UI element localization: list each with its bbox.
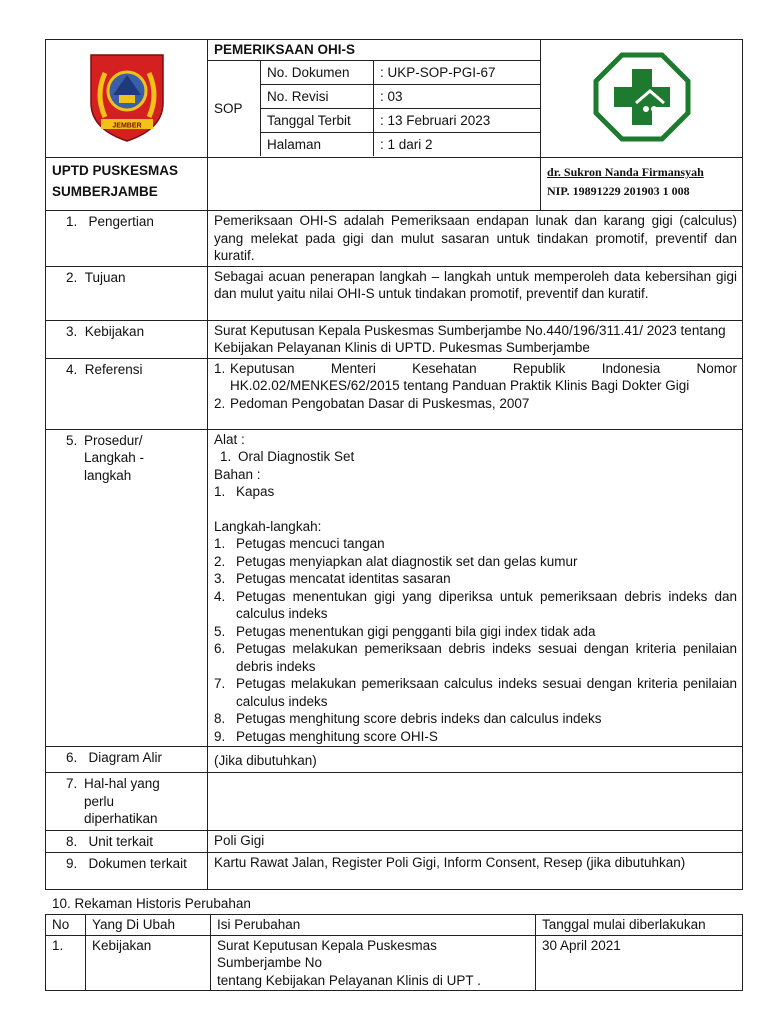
history-header: Isi Perubahan (211, 915, 536, 936)
section-title: diperhatikan (84, 811, 158, 826)
section-label (46, 358, 208, 429)
section-label (46, 830, 208, 853)
section-label (46, 266, 208, 320)
signer-nip: NIP. 19891229 201903 1 008 (547, 184, 690, 198)
step-item: 6. Petugas melakukan pemeriksaan debris indeks sesuai dengan kriteria penilaian debris indeks (214, 641, 738, 674)
item-num: 1. (214, 484, 226, 499)
history-table (45, 914, 743, 991)
section-label (46, 853, 208, 890)
section-num: 3. (66, 323, 78, 339)
history-cell: Kebijakan (86, 935, 211, 991)
steps-list (214, 535, 737, 745)
section-title: Diagram Alir (88, 750, 163, 765)
org-line: SUMBERJAMBE (52, 184, 158, 199)
alat-item (214, 448, 737, 466)
diagram-text: (Jika dibutuhkan) (208, 747, 743, 773)
section-num: 7. (66, 776, 78, 791)
section-label (46, 211, 208, 267)
section-label (46, 429, 208, 747)
bahan-label: Bahan : (214, 466, 261, 482)
table-row (46, 935, 743, 991)
logo-left-text: JEMBER (111, 122, 142, 130)
pengertian-text: Pemeriksaan OHI-S adalah Pemeriksaan endapan lunak dan karang gigi (calculus) yang melekat pada gigi dan mulut sasaran untuk tindakan promotif, preventif dan kuratif. (208, 211, 743, 267)
doc-field-value: : 1 dari 2 (374, 133, 541, 157)
prosedur-content (208, 429, 743, 747)
step-item: 5. Petugas menentukan gigi pengganti bila gigi index tidak ada (214, 623, 596, 639)
section-num: 8. (66, 833, 78, 849)
step-item: 7. Petugas melakukan pemeriksaan calculus indeks sesuai dengan kriteria penilaian calculus indeks (214, 676, 738, 709)
dokumen-text: Kartu Rawat Jalan, Register Poli Gigi, Inform Consent, Resep (jika dibutuhkan) (208, 853, 743, 890)
hal-text (208, 773, 743, 831)
step-item: 2. Petugas menyiapkan alat diagnostik set dan gelas kumur (214, 553, 578, 569)
blank-cell (208, 158, 541, 211)
item-num: 1. (214, 360, 226, 376)
sop-title: PEMERIKSAAN OHI-S (208, 40, 540, 61)
list-item (214, 360, 737, 395)
item-text: Keputusan Menteri Kesehatan Republik Indonesia Nomor HK.02.02/MENKES/62/2015 tentang Panduan Praktik Klinis Bagi Dokter Gigi (230, 360, 738, 393)
section-num: 1. (66, 214, 78, 229)
section-title: Hal-hal yang (84, 776, 160, 791)
doc-field-label: Tanggal Terbit (261, 109, 374, 133)
item-num: 1. (220, 449, 232, 464)
signer-block (541, 158, 743, 211)
section-title: Pengertian (88, 214, 154, 229)
puskesmas-logo-icon (592, 51, 692, 143)
doc-field-value: : UKP-SOP-PGI-67 (374, 61, 541, 85)
section-label (46, 747, 208, 773)
referensi-list (208, 358, 743, 429)
section-num: 4. (66, 361, 78, 377)
section-title: Unit terkait (88, 833, 154, 849)
alat-label: Alat : (214, 431, 245, 447)
langkah-label: Langkah-langkah: (214, 518, 322, 534)
history-isi-line: tentang Kebijakan Pelayanan Klinis di UPT . (217, 972, 481, 988)
section-num: 5. (66, 432, 78, 448)
list-item (214, 395, 737, 413)
section-title: Dokumen terkait (88, 856, 187, 871)
history-isi-line: Surat Keputusan Kepala Puskesmas (217, 937, 437, 953)
org-line: UPTD PUSKESMAS (52, 163, 179, 178)
section-title: Langkah - (84, 450, 145, 465)
step-item: 1. Petugas mencuci tangan (214, 536, 385, 551)
step-item: 9. Petugas menghitung score OHI-S (214, 728, 438, 744)
section-num: 9. (66, 856, 78, 871)
step-item: 8. Petugas menghitung score debris indeks dan calculus indeks (214, 711, 602, 726)
section-title: langkah (84, 467, 132, 483)
doc-field-value: : 13 Februari 2023 (374, 109, 541, 133)
history-title: 10. Rekaman Historis Perubahan (52, 896, 251, 911)
tujuan-text: Sebagai acuan penerapan langkah – langkah untuk memperoleh data kebersihan gigi dan mulut yaitu nilai OHI-S untuk tindakan promotif, preventif dan kuratif. (208, 266, 743, 320)
unit-text: Poli Gigi (208, 830, 743, 853)
item-text: Kapas (236, 484, 275, 499)
bahan-item (214, 483, 737, 501)
item-num: 2. (214, 395, 226, 411)
history-header: No (46, 915, 86, 936)
regency-logo-cell (46, 40, 208, 158)
history-cell: 1. (46, 935, 86, 991)
section-title: Tujuan (84, 269, 126, 285)
section-label (46, 773, 208, 831)
org-name (46, 158, 208, 211)
doc-field-label: No. Revisi (261, 85, 374, 109)
kebijakan-text: Surat Keputusan Kepala Puskesmas Sumberjambe No.440/196/311.41/ 2023 tentang Kebijakan Pelayanan Klinis di UPTD. Pukesmas Sumberjambe (208, 320, 743, 358)
puskesmas-logo-cell (541, 40, 743, 158)
step-item: 4. Petugas menentukan gigi yang diperiksa untuk pemeriksaan debris indeks dan calculus indeks (214, 588, 738, 621)
section-title: Referensi (84, 361, 143, 377)
item-text: Oral Diagnostik Set (238, 449, 355, 464)
history-isi-line: Sumberjambe No (217, 955, 323, 970)
signer-name: dr. Sukron Nanda Firmansyah (547, 165, 704, 179)
section-title: perlu (84, 793, 115, 809)
history-header: Tanggal mulai diberlakukan (536, 915, 743, 936)
doc-field-value: : 03 (374, 85, 541, 109)
sop-label: SOP (208, 61, 261, 157)
item-text: Pedoman Pengobatan Dasar di Puskesmas, 2007 (230, 395, 530, 411)
section-num: 2. (66, 269, 78, 285)
history-cell (211, 935, 536, 991)
history-cell: 30 April 2021 (536, 935, 743, 991)
section-title: Kebijakan (84, 323, 145, 339)
sop-table (45, 39, 743, 890)
section-label (46, 320, 208, 358)
section-num: 6. (66, 750, 78, 765)
jember-regency-logo-icon (83, 51, 171, 143)
doc-field-label: Halaman (261, 133, 374, 157)
doc-field-label: No. Dokumen (261, 61, 374, 85)
section-title: Prosedur/ (84, 432, 143, 448)
step-item: 3. Petugas mencatat identitas sasaran (214, 571, 451, 586)
history-header: Yang Di Ubah (86, 915, 211, 936)
